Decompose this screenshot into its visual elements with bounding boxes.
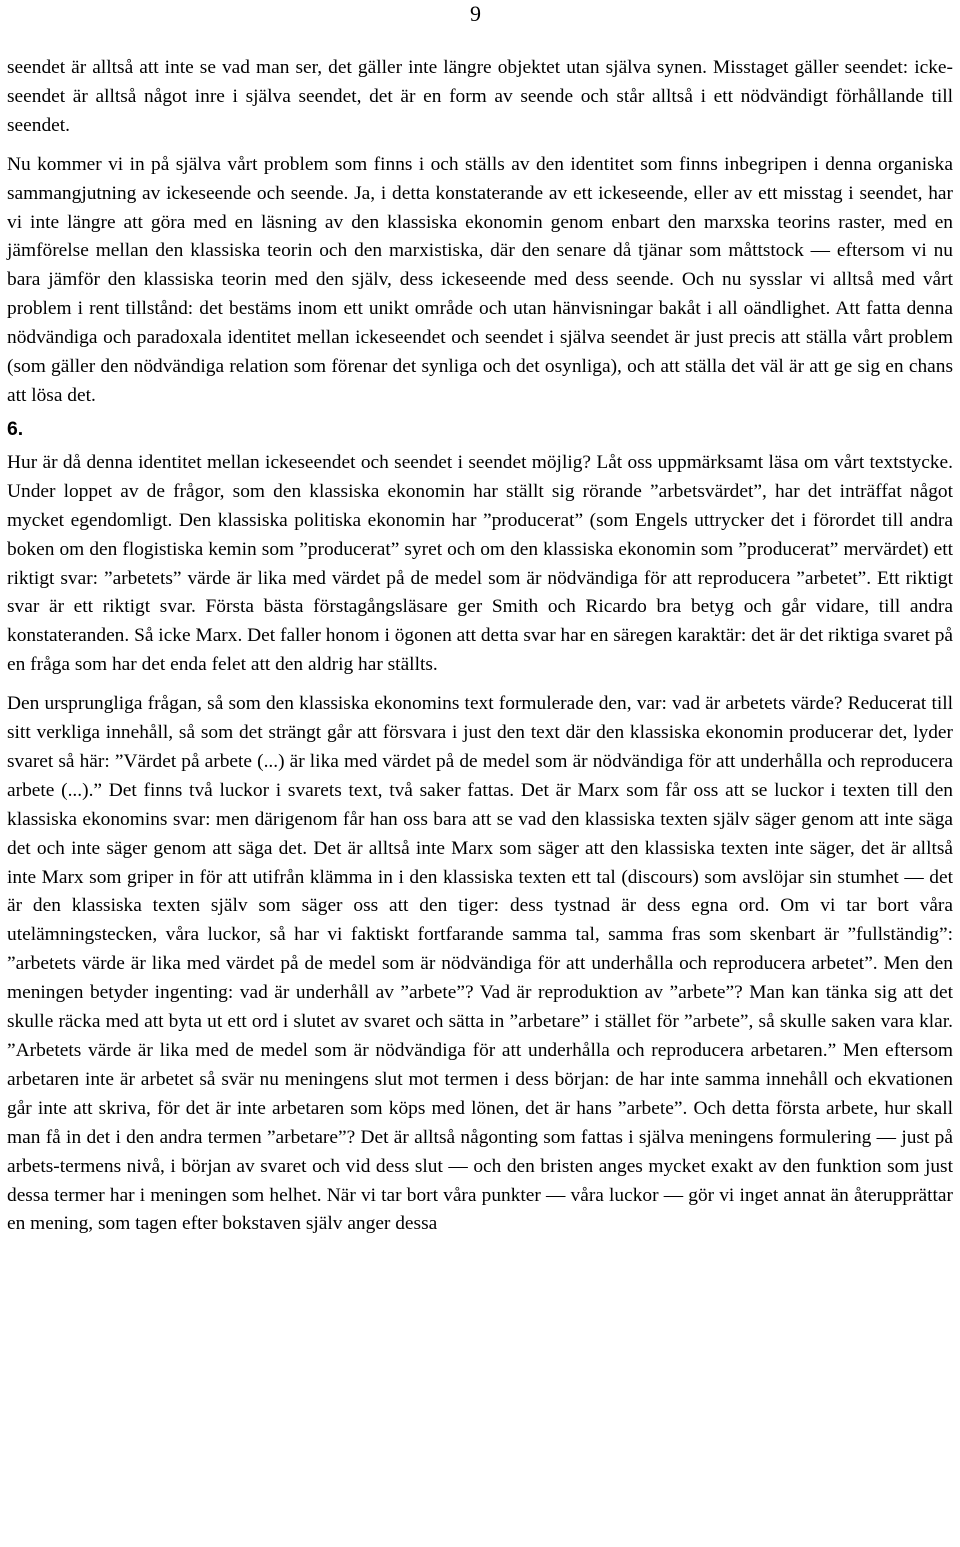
page-number: 9 [470, 1, 481, 26]
paragraph: Hur är då denna identitet mellan ickeseendet och seendet i seendet möjlig? Låt oss uppmärksamt läsa om vårt textstycke. Under loppet av de frågor, som den klassiska ekonomin har ställt sig rörande ”arbetsvärdet”, har det inträffat något mycket egendomligt. Den klassiska politiska ekonomin har ”producerat” (som Engels uttrycker det i förordet till andra boken om den flogistiska kemin som ”producerat” syret och om den klassiska ekonomin som ”producerat” mervärdet) ett riktigt svar: ”arbetets” värde är lika med värdet på de medel som är nödvändiga för att reproducera ”arbetet”. Ett riktigt svar är ett riktigt svar. Första bästa förstagångsläsare ger Smith och Ricardo bra betyg och går vidare, till andra konstateranden. Så icke Marx. Det faller honom i ögonen att detta svar har en säregen karaktär: det är det riktiga svaret på en fråga som har det enda felet att den aldrig har ställts. [7, 451, 953, 676]
paragraph: Nu kommer vi in på själva vårt problem som finns i och ställs av den identitet som finns inbegripen i denna organiska sammangjutning av ickeseende och seende. Ja, i detta konstaterande av ett ickeseende, eller av ett misstag i seendet, har vi inte längre att göra med en läsning av den klassiska ekonomin genom enbart den marxska teorins raster, med en jämförelse mellan den klassiska teorin och den marxistiska, där den senare då tjänar som måttstock — eftersom vi nu bara jämför den klassiska teorin med den själv, dess ickeseende med dess seende. Och nu sysslar vi alltså med vårt problem i rent tillstånd: det bestäms inom ett unikt område och utan hänvisningar bakåt i all oändlighet. Att fatta denna nödvändiga och paradoxala identitet mellan ickeseendet och seendet i själva seendet är just precis att ställa vårt problem (som gäller den nödvändiga relation som förenar det synliga och det osynliga), och att ställa det väl är att ge sig en chans att lösa det. [7, 153, 953, 406]
section-heading: 6. [7, 417, 24, 440]
paragraph: seendet är alltså att inte se vad man ser, det gäller inte längre objektet utan själva synen. Misstaget gäller seendet: icke-seendet är alltså något inre i själva seendet, det är en form av seende och står alltså i ett nödvändigt förhållande till seendet. [7, 57, 953, 136]
document-body [7, 54, 953, 1249]
paragraph: Den ursprungliga frågan, så som den klassiska ekonomins text formulerade den, var: vad är arbetets värde? Reducerat till sitt verkliga innehåll, så som det strängt går att försvara i just den text där den klassiska ekonomin producerar det, lyder svaret så här: ”Värdet på arbete (...) är lika med värdet på de medel som är nödvändiga för att underhålla och reproducera arbete (...).” Det finns två luckor i svarets text, två saker fattas. Det är Marx som får oss att se luckor i texten till den klassiska ekonomins svar: men därigenom får han oss bara att se vad den klassiska texten själv säger genom att inte säga det och inte säger genom att säga det. Det är alltså inte Marx som säger att den klassiska texten inte säger, det är alltså inte Marx som griper in för att utifrån klämma in i den klassiska texten ett tal (discours) som avslöjar sin stumhet — det är den klassiska texten själv som säger oss att den tiger: dess tystnad är dess egna ord. Om vi tar bort våra utelämningstecken, våra luckor, så har vi faktiskt fortfarande samma tal, samma fras som skenbart är ”fullständig”: ”arbetets värde är lika med värdet på de medel som är nödvändiga för att underhålla och reproducera arbetet”. Men den meningen betyder ingenting: vad är underhåll av ”arbete”? Vad är reproduktion av ”arbete”? Man kan tänka sig att det skulle räcka med att byta ut ett ord i slutet av svaret och sätta in ”arbetare” i stället för ”arbete”, så skulle saken vara klar. ”Arbetets värde är lika med de medel som är nödvändiga för att underhålla och reproducera arbetaren.” Men eftersom arbetaren inte är arbetet så svär nu meningens slut mot termen i dess början: de har inte samma innehåll och ekvationen går inte att skriva, för det är inte arbetaren som köps med lönen, det är hans ”arbete”. Och detta första arbete, hur skall man få in det i den andra termen ”arbetare”? Det är alltså någonting som fattas i själva meningens formulering — just på arbets-termens nivå, i början av svaret och vid dess slut — och den bristen anges mycket exakt av den funktion som just dessa termer har i meningen som helhet. När vi tar bort våra punkter — våra luckor — gör vi inget annat än återupprättar en mening, som tagen efter bokstaven själv anger dessa [7, 693, 953, 1235]
